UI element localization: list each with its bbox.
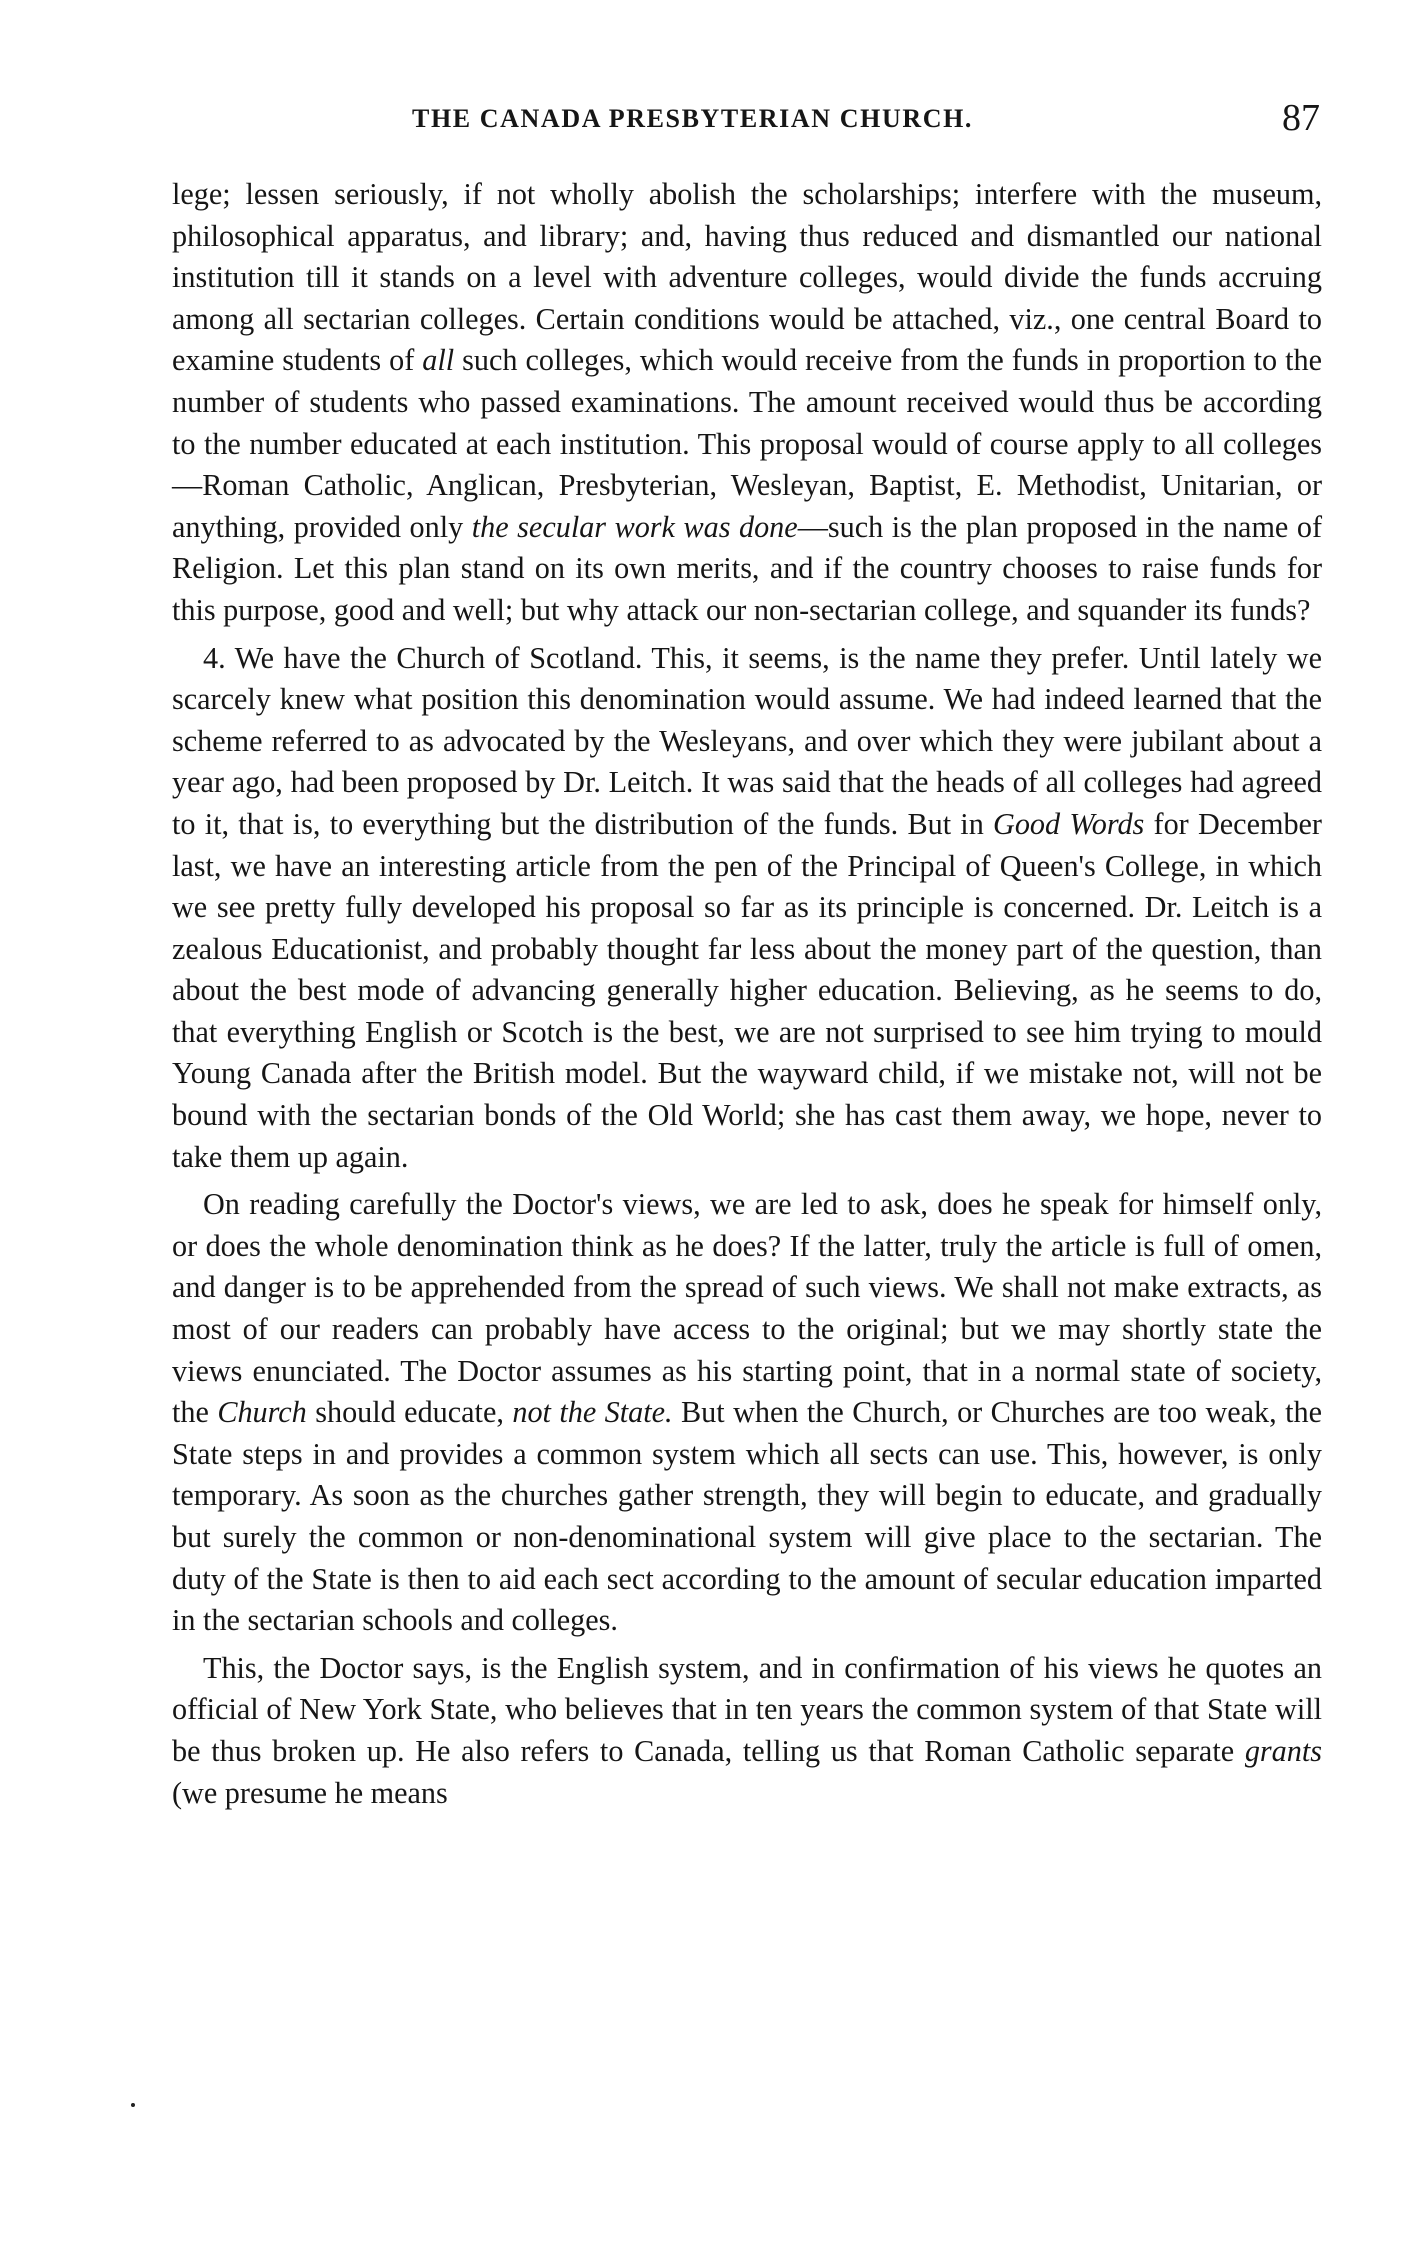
page-number: 87 xyxy=(1282,97,1320,139)
text-run: for December last, we have an interesting article from the pen of the Principal of Queen's College, in which we see pretty fully developed his proposal so far as its principle is concerned. Dr. Leitch is a zealous Educationist, and probably thought far less about the money part of the question, than about the best mode of advancing generally higher education. Believing, as he seems to do, that everything English or Scotch is the best, we are not surprised to see him trying to mould Young Canada after the British model. But the wayward child, if we mistake not, will not be bound with the sectarian bonds of the Old World; she has cast them away, we hope, never to take them up again. xyxy=(172,806,1322,1174)
paragraph xyxy=(172,174,1322,632)
text-run: should educate, xyxy=(306,1395,513,1430)
text-run: On reading carefully the Doctor's views, we are led to ask, does he speak for himself only, or does the whole denomination think as he does? If the latter, truly the article is full of omen, and danger is to be apprehended from the spread of such views. We shall not make extracts, as most of our readers can probably have access to the original; but we may shortly state the views enunciated. The Doctor assumes as his starting point, that in a normal state of society, the xyxy=(172,1187,1322,1430)
running-title: THE CANADA PRESBYTERIAN CHURCH. xyxy=(412,104,973,133)
running-header xyxy=(172,96,1322,148)
margin-dot xyxy=(131,2103,135,2107)
text-run: (we presume he means xyxy=(172,1775,448,1810)
italic-run: the secular work was done xyxy=(471,509,798,544)
body-text xyxy=(172,174,1322,1814)
italic-run: grants xyxy=(1244,1733,1322,1768)
paragraph xyxy=(172,1184,1322,1642)
paragraph xyxy=(172,1648,1322,1814)
text-run: But when the Church, or Churches are too weak, the State steps in and provides a common system which all sects can use. This, however, is only temporary. As soon as the churches gather strength, they will begin to educate, and gradually but surely the common or non-denominational system will give place to the sectarian. The duty of the State is then to aid each sect according to the amount of secular education imparted in the sectarian schools and colleges. xyxy=(172,1395,1322,1638)
book-page xyxy=(172,96,1322,1814)
text-run: lege; lessen seriously, if not wholly abolish the scholarships; interfere with the museum, philosophical apparatus, and library; and, having thus reduced and dismantled our national institution till it stands on a level with adventure colleges, would divide the funds accruing among all sectarian colleges. Certain conditions would be attached, viz., one central Board to examine students of xyxy=(172,177,1322,378)
text-run: such colleges, which would receive from the funds in proportion to the number of students who passed examinations. The amount received would thus be according to the number educated at each institution. This proposal would of course apply to all colleges—Roman Catholic, Anglican, Presbyterian, Wesleyan, Baptist, E. Methodist, Unitarian, or anything, provided only xyxy=(172,343,1322,544)
text-run: 4. We have the Church of Scotland. This, it seems, is the name they prefer. Until lately we scarcely knew what position this denomination would assume. We had indeed learned that the scheme referred to as advocated by the Wesleyans, and over which they were jubilant about a year ago, had been proposed by Dr. Leitch. It was said that the heads of all colleges had agreed to it, that is, to everything but the distribution of the funds. But in xyxy=(172,640,1322,841)
italic-run: not the State. xyxy=(512,1395,673,1430)
italic-run: Church xyxy=(217,1395,307,1430)
paragraph xyxy=(172,638,1322,1179)
italic-run: Good Words xyxy=(993,806,1145,841)
text-run: —such is the plan proposed in the name of Religion. Let this plan stand on its own merits, and if the country chooses to raise funds for this purpose, good and well; but why attack our non-sectarian college, and squander its funds? xyxy=(172,509,1323,627)
italic-run: all xyxy=(422,343,455,378)
text-run: This, the Doctor says, is the English system, and in confirmation of his views he quotes an official of New York State, who believes that in ten years the common system of that State will be thus broken up. He also refers to Canada, telling us that Roman Catholic separate xyxy=(172,1650,1322,1768)
